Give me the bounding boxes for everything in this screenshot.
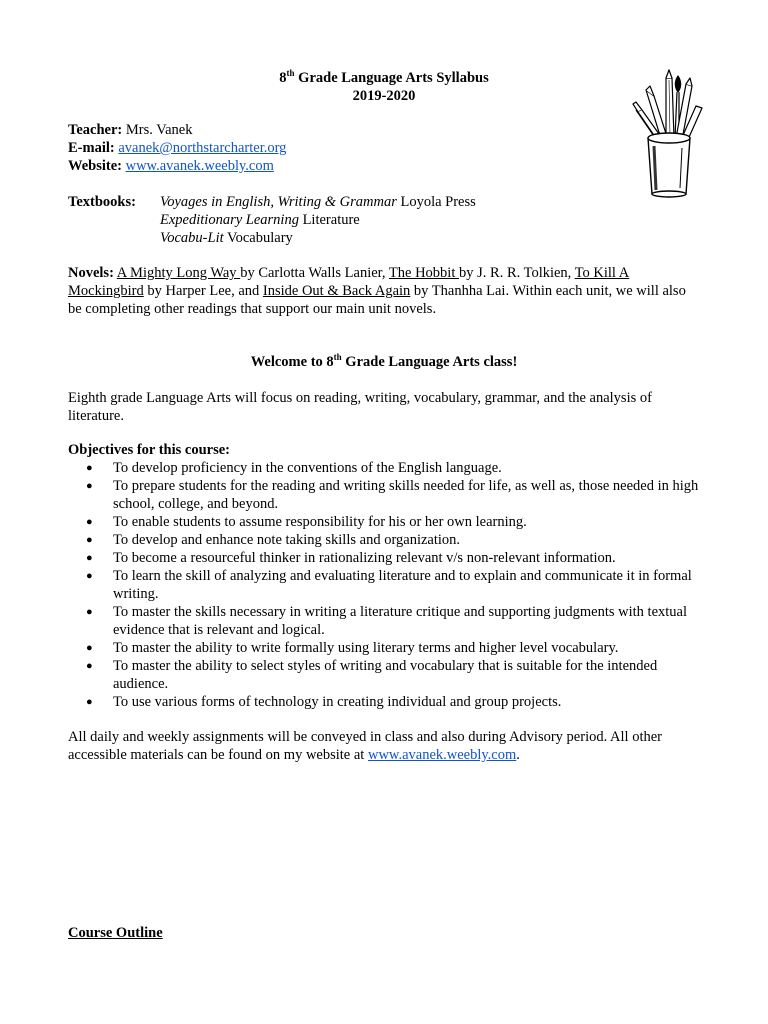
novels-paragraph: Novels: A Mighty Long Way by Carlotta Walls Lanier, The Hobbit by J. R. R. Tolkien, To Kill A Mockingbird by Harper Lee, and Inside Out & Back Again by Thanhha Lai. Within each unit, we will also be completing other readings that support our main unit novels. <box>68 265 686 317</box>
textbook-item: Voyages in English, Writing & Grammar Loyola Press <box>160 194 476 210</box>
website-link[interactable]: www.avanek.weebly.com <box>125 158 274 174</box>
school-year: 2019-2020 <box>352 88 416 104</box>
welcome-heading: Welcome to 8th Grade Language Arts class! <box>250 352 518 370</box>
website-line: Website: www.avanek.weebly.com <box>68 158 274 174</box>
pencil-cup-icon <box>628 66 708 198</box>
list-item: ● To enable students to assume responsibility for his or her own learning. <box>86 514 527 530</box>
textbooks-label: Textbooks: <box>68 194 136 210</box>
teacher-line: Teacher: Mrs. Vanek <box>68 122 193 138</box>
intro-paragraph: Eighth grade Language Arts will focus on reading, writing, vocabulary, grammar, and the analysis of literature. <box>68 390 652 424</box>
textbook-item: Vocabu-Lit Vocabulary <box>160 230 293 246</box>
list-item: ● To become a resourceful thinker in rationalizing relevant v/s non-relevant information. <box>86 550 616 566</box>
email-link[interactable]: avanek@northstarcharter.org <box>118 140 287 156</box>
objectives-list <box>68 459 708 711</box>
list-item: ● To prepare students for the reading and writing skills needed for life, as well as, those needed in high school, college, and beyond. <box>86 478 699 512</box>
list-item: ● To develop proficiency in the conventions of the English language. <box>86 460 502 476</box>
list-item: ● To master the ability to select styles of writing and vocabulary that is suitable for the intended audience. <box>86 658 658 692</box>
textbook-item: Expeditionary Learning Literature <box>160 212 360 228</box>
email-line: E-mail: avanek@northstarcharter.org <box>68 140 287 156</box>
list-item: ● To use various forms of technology in creating individual and group projects. <box>86 694 562 710</box>
list-item: ● To develop and enhance note taking skills and organization. <box>86 532 461 548</box>
objectives-heading: Objectives for this course: <box>68 442 231 458</box>
course-outline-heading: Course Outline <box>68 925 163 941</box>
assignments-paragraph: All daily and weekly assignments will be conveyed in class and also during Advisory period. All other accessible materials can be found on my website at www.avanek.weebly.com. <box>68 729 662 763</box>
website-link[interactable]: www.avanek.weebly.com <box>367 747 517 763</box>
page-title: 8th Grade Language Arts Syllabus <box>279 68 489 86</box>
list-item: ● To master the skills necessary in writing a literature critique and supporting judgments with textual evidence that is relevant and logical. <box>86 604 688 638</box>
list-item: ● To learn the skill of analyzing and evaluating literature and to explain and communicate it in formal writing. <box>86 568 692 602</box>
list-item: ● To master the ability to write formally using literary terms and higher level vocabulary. <box>86 640 619 656</box>
